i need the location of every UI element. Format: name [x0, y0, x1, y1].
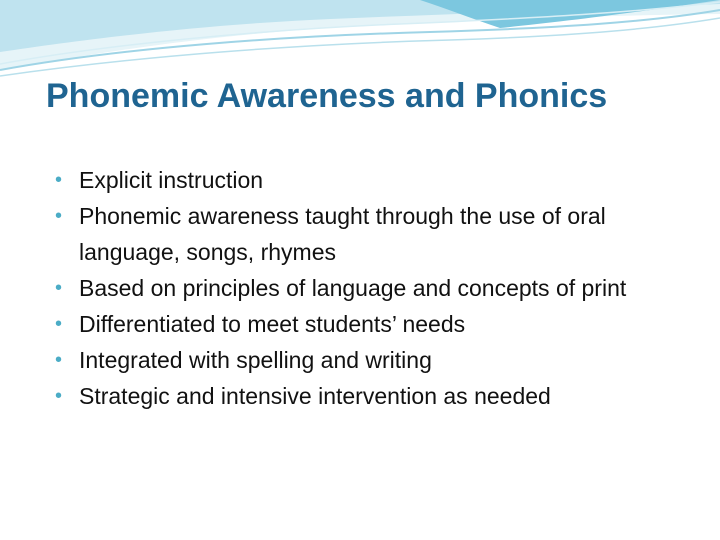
bullet-dot-icon: • [55, 313, 63, 335]
bullet-item [55, 342, 675, 378]
bullet-item [55, 270, 675, 306]
bullet-dot-icon: • [55, 277, 63, 299]
bullet-dot-icon: • [55, 349, 63, 371]
bullet-dot-icon: • [55, 385, 63, 407]
bullet-dot-icon: • [55, 205, 63, 227]
bullet-text: Differentiated to meet students’ needs [79, 311, 466, 337]
bullet-item [55, 306, 675, 342]
bullet-item [55, 198, 675, 270]
bullet-dot-icon: • [55, 169, 63, 191]
bullet-text: Strategic and intensive intervention as needed [79, 383, 551, 409]
bullet-list [55, 162, 675, 414]
bullet-text: Integrated with spelling and writing [79, 347, 432, 373]
slide-title: Phonemic Awareness and Phonics [46, 77, 608, 115]
bullet-text: Based on principles of language and concepts of print [79, 275, 627, 301]
bullet-item [55, 162, 675, 198]
bullet-item [55, 378, 675, 414]
bullet-text: Phonemic awareness taught through the use of oral language, songs, rhymes [79, 203, 606, 265]
bullet-text: Explicit instruction [79, 167, 264, 193]
